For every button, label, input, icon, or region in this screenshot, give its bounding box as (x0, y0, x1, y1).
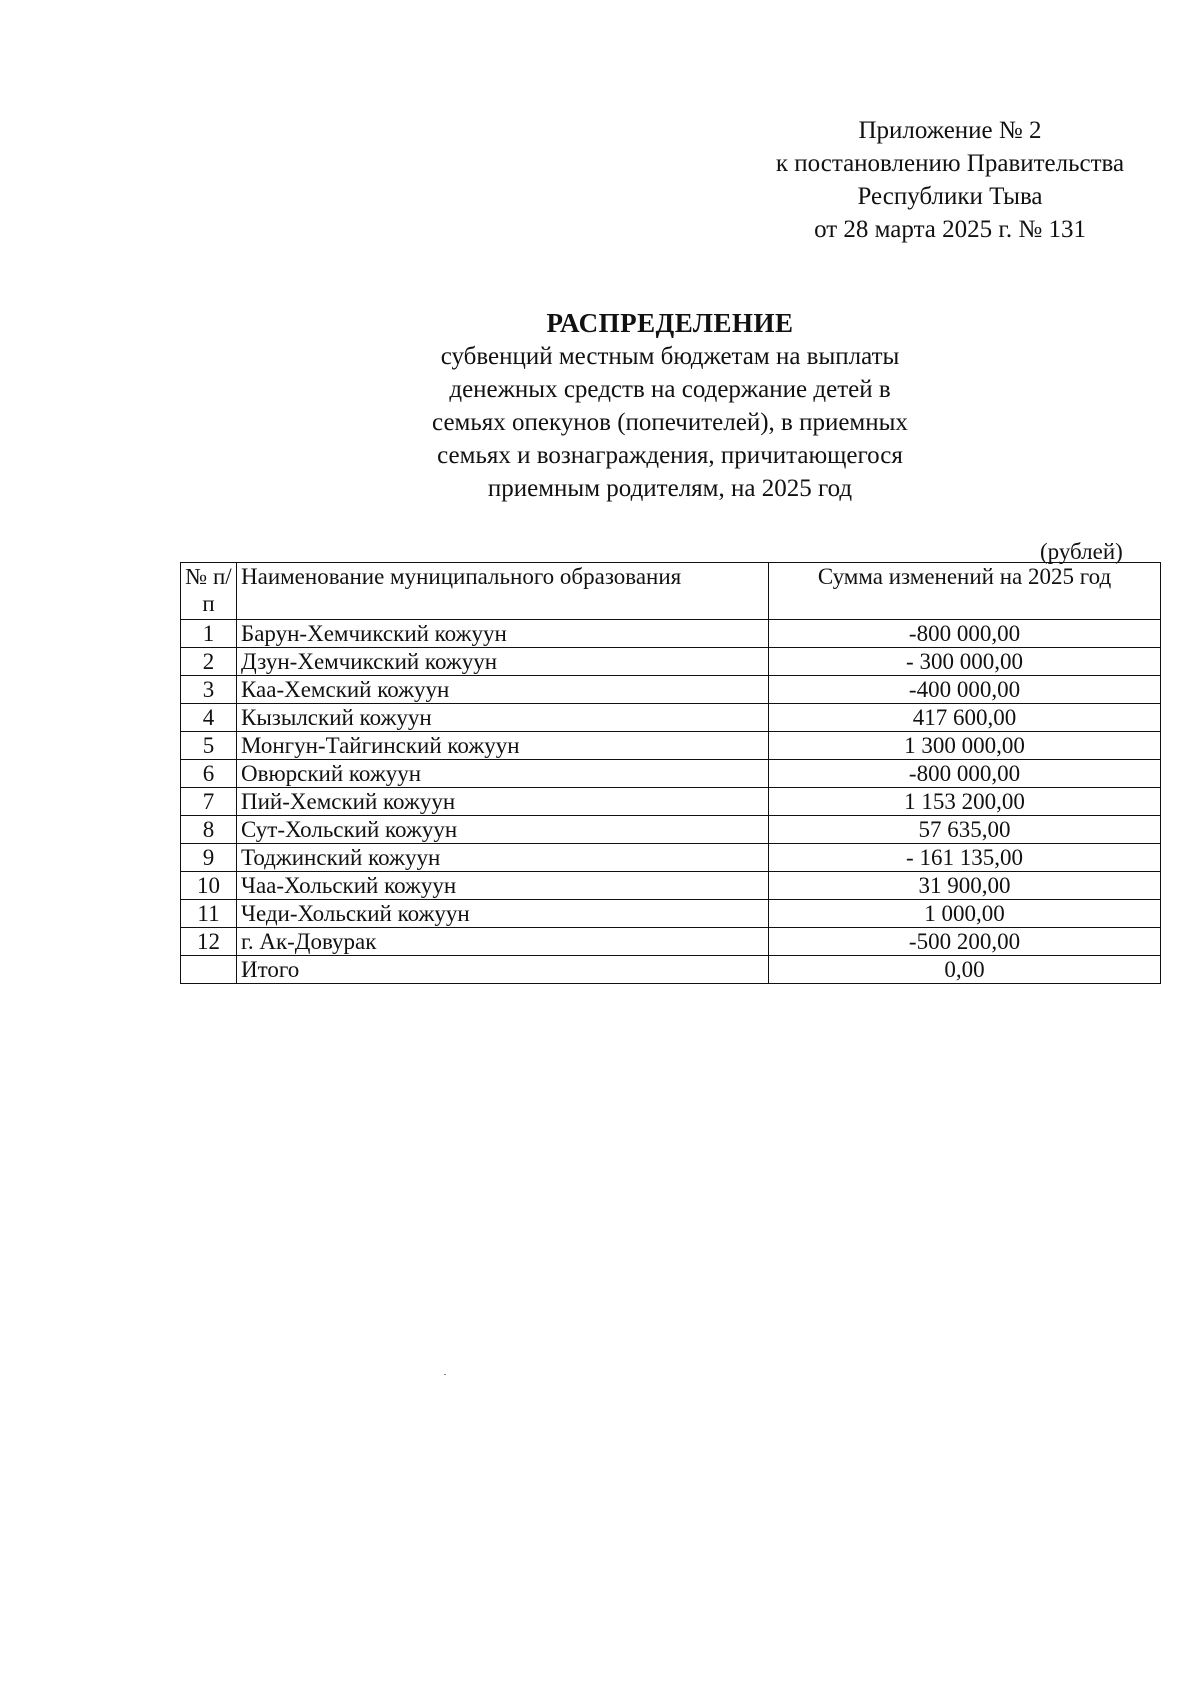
row-number: 11 (181, 900, 237, 928)
scan-speck (444, 1374, 446, 1375)
table-row (181, 760, 1161, 788)
row-amount: -400 000,00 (769, 676, 1161, 704)
row-municipality: Чеди-Хольский кожуун (237, 900, 769, 928)
row-amount: -800 000,00 (769, 620, 1161, 648)
row-number: 1 (181, 620, 237, 648)
table-row (181, 872, 1161, 900)
appendix-date: от 28 марта 2025 г. № 131 (814, 216, 1086, 243)
row-number: 9 (181, 844, 237, 872)
table-total-row (181, 956, 1161, 984)
total-number (181, 956, 237, 984)
row-amount: 57 635,00 (769, 816, 1161, 844)
total-amount: 0,00 (769, 956, 1161, 984)
row-number: 8 (181, 816, 237, 844)
row-number: 3 (181, 676, 237, 704)
header-amount: Сумма изменений на 2025 год (769, 563, 1161, 620)
row-amount: 1 000,00 (769, 900, 1161, 928)
row-municipality: Чаа-Хольский кожуун (237, 872, 769, 900)
row-number: 2 (181, 648, 237, 676)
header-municipality: Наименование муниципального образования (237, 563, 769, 620)
header-number: № п/п (181, 563, 237, 620)
row-municipality: Сут-Хольский кожуун (237, 816, 769, 844)
row-amount: -500 200,00 (769, 928, 1161, 956)
table-row (181, 900, 1161, 928)
row-municipality: г. Ак-Довурак (237, 928, 769, 956)
row-amount: -800 000,00 (769, 760, 1161, 788)
row-municipality: Овюрский кожуун (237, 760, 769, 788)
table-row (181, 704, 1161, 732)
row-amount: 1 153 200,00 (769, 788, 1161, 816)
subtitle-line: приемным родителям, на 2025 год (487, 475, 853, 502)
appendix-reference (740, 114, 1160, 246)
subtitle-line: семьях опекунов (попечителей), в приемных (432, 409, 908, 436)
row-municipality: Дзун-Хемчикский кожуун (237, 648, 769, 676)
row-number: 6 (181, 760, 237, 788)
row-municipality: Тоджинский кожуун (237, 844, 769, 872)
subtitle-line: семьях и вознаграждения, причитающегося (437, 442, 903, 469)
appendix-resolution: к постановлению Правительства (775, 150, 1125, 177)
appendix-republic: Республики Тыва (857, 183, 1043, 210)
total-label: Итого (237, 956, 769, 984)
row-municipality: Барун-Хемчикский кожуун (237, 620, 769, 648)
table-row (181, 816, 1161, 844)
row-amount: - 300 000,00 (769, 648, 1161, 676)
table-row (181, 648, 1161, 676)
row-number: 7 (181, 788, 237, 816)
row-municipality: Монгун-Тайгинский кожуун (237, 732, 769, 760)
row-amount: 1 300 000,00 (769, 732, 1161, 760)
title-block (300, 306, 1040, 505)
row-amount: 31 900,00 (769, 872, 1161, 900)
row-municipality: Кызылский кожуун (237, 704, 769, 732)
table-header-row (181, 563, 1161, 620)
subtitle-line: денежных средств на содержание детей в (449, 376, 891, 403)
table-row (181, 732, 1161, 760)
distribution-table (180, 562, 1161, 984)
row-number: 10 (181, 872, 237, 900)
appendix-number: Приложение № 2 (858, 117, 1042, 144)
table-row (181, 788, 1161, 816)
units-label: (рублей) (1040, 539, 1123, 564)
row-municipality: Пий-Хемский кожуун (237, 788, 769, 816)
row-number: 4 (181, 704, 237, 732)
row-number: 5 (181, 732, 237, 760)
document-subtitle (300, 340, 1040, 505)
document-title: РАСПРЕДЕЛЕНИЕ (546, 308, 794, 338)
table-row (181, 676, 1161, 704)
row-amount: - 161 135,00 (769, 844, 1161, 872)
row-number: 12 (181, 928, 237, 956)
row-municipality: Каа-Хемский кожуун (237, 676, 769, 704)
table-row (181, 928, 1161, 956)
row-amount: 417 600,00 (769, 704, 1161, 732)
table-row (181, 844, 1161, 872)
table-row (181, 620, 1161, 648)
subtitle-line: субвенций местным бюджетам на выплаты (440, 343, 900, 370)
